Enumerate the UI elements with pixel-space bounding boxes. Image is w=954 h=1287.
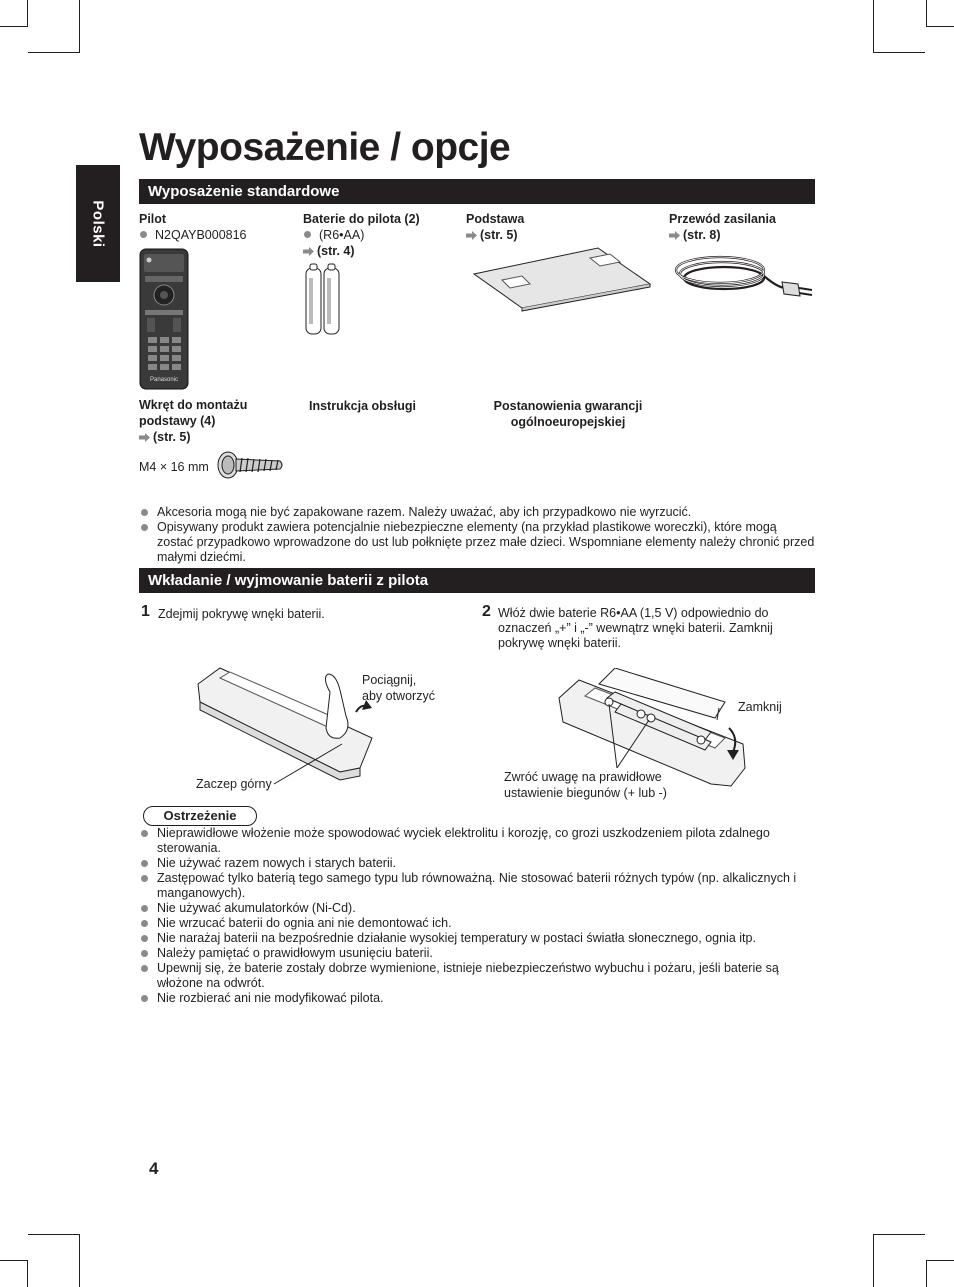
stand-image xyxy=(470,244,654,312)
page-title: Wyposażenie / opcje xyxy=(139,126,511,169)
step-2-number: 2 xyxy=(482,603,491,620)
page-reference-arrow-icon xyxy=(303,247,314,256)
caution-item: Należy pamiętać o prawidłowym usunięciu baterii. xyxy=(139,946,815,961)
step-1-number: 1 xyxy=(141,603,150,620)
polarity-label-line2: ustawienie biegunów (+ lub -) xyxy=(504,786,667,800)
item-remote xyxy=(139,211,247,243)
caution-item: Nie rozbierać ani nie modyfikować pilota. xyxy=(139,991,815,1006)
item-screw-ref: (str. 5) xyxy=(153,430,191,444)
section-header-standard: Wyposażenie standardowe xyxy=(139,179,815,204)
batteries-image xyxy=(304,262,344,338)
item-warranty-line1: Postanowienia gwarancji xyxy=(493,399,643,413)
caution-item: Nie wrzucać baterii do ognia ani nie demontować ich. xyxy=(139,916,815,931)
item-screw-name-line2: podstawy (4) xyxy=(139,414,216,428)
page-reference-arrow-icon xyxy=(466,231,477,240)
language-tab xyxy=(76,165,120,282)
caution-item: Nieprawidłowe włożenie może spowodować wyciek elektrolitu i korozję, co grozi uszkodzeniem pilota zdalnego sterowania. xyxy=(139,826,815,856)
caution-item: Upewnij się, że baterie zostały dobrze wymienione, istnieje niebezpieczeństwo wybuchu i pożaru, jeśli baterie są włożone na odwrót. xyxy=(139,961,815,991)
caution-list xyxy=(139,826,815,1006)
item-manual: Instrukcja obsługi xyxy=(309,399,416,413)
item-screw-size: M4 × 16 mm xyxy=(139,460,209,474)
item-screw xyxy=(139,397,247,445)
accessory-notes xyxy=(139,505,815,565)
item-remote-name: Pilot xyxy=(139,212,167,226)
note-item: Opisywany produkt zawiera potencjalnie niebezpieczne elementy (na przykład plastikowe woreczki), które mogą zostać przypadkowo wprowadzone do ust lub połknięte przez małe dzieci. Wspomniane elementy należy chronić przed małymi dziećmi. xyxy=(139,520,815,565)
page-reference-arrow-icon xyxy=(139,433,150,442)
note-item: Akcesoria mogą nie być zapakowane razem. Należy uważać, aby ich przypadkowo nie wyrzucić. xyxy=(139,505,815,520)
step-1-text: Zdejmij pokrywę wnęki baterii. xyxy=(158,607,325,621)
item-stand xyxy=(466,211,524,243)
remote-control-image xyxy=(139,248,189,390)
power-cable-image xyxy=(670,244,814,310)
caution-item: Nie używać akumulatorków (Ni-Cd). xyxy=(139,901,815,916)
item-batteries-type: (R6•AA) xyxy=(319,228,365,242)
close-label: Zamknij xyxy=(738,700,782,714)
item-remote-model: N2QAYB000816 xyxy=(155,228,247,242)
item-stand-ref: (str. 5) xyxy=(480,228,518,242)
polarity-label xyxy=(504,769,667,801)
item-batteries-name: Baterie do pilota (2) xyxy=(303,212,420,226)
screw-image xyxy=(214,448,286,484)
item-cable-ref: (str. 8) xyxy=(683,228,721,242)
pull-label xyxy=(362,672,435,704)
caution-item: Zastępować tylko baterią tego samego typu lub równoważną. Nie stosować baterii różnych typów (np. alkalicznych i manganowych). xyxy=(139,871,815,901)
item-screw-name-line1: Wkręt do montażu xyxy=(139,398,248,412)
item-batteries xyxy=(303,211,420,259)
step-2-text: Włóż dwie baterie R6•AA (1,5 V) odpowiednio do oznaczeń „+” i „-” wewnątrz wnęki baterii. Zamknij pokrywę wnęki baterii. xyxy=(498,606,773,650)
caution-badge: Ostrzeżenie xyxy=(143,806,257,826)
item-stand-name: Podstawa xyxy=(466,212,525,226)
caution-item: Nie używać razem nowych i starych baterii. xyxy=(139,856,815,871)
hook-label: Zaczep górny xyxy=(196,777,272,791)
page-number: 4 xyxy=(149,1159,159,1178)
item-warranty xyxy=(468,398,668,430)
caution-item: Nie narażaj baterii na bezpośrednie działanie wysokiej temperatury w postaci światła słonecznego, ognia itp. xyxy=(139,931,815,946)
item-cable xyxy=(669,211,776,243)
item-cable-name: Przewód zasilania xyxy=(669,212,776,226)
polarity-label-line1: Zwróć uwagę na prawidłowe xyxy=(504,770,662,784)
pull-label-line2: aby otworzyć xyxy=(362,689,435,703)
page-reference-arrow-icon xyxy=(669,231,680,240)
remove-cover-illustration xyxy=(190,660,380,790)
pull-label-line1: Pociągnij, xyxy=(362,673,417,687)
remote-brand: Panasonic xyxy=(149,377,179,383)
item-warranty-line2: ogólnoeuropejskiej xyxy=(510,415,626,429)
section-header-batteries: Wkładanie / wyjmowanie baterii z pilota xyxy=(139,568,815,593)
language-tab-label: Polski xyxy=(89,199,107,248)
item-batteries-ref: (str. 4) xyxy=(317,244,355,258)
